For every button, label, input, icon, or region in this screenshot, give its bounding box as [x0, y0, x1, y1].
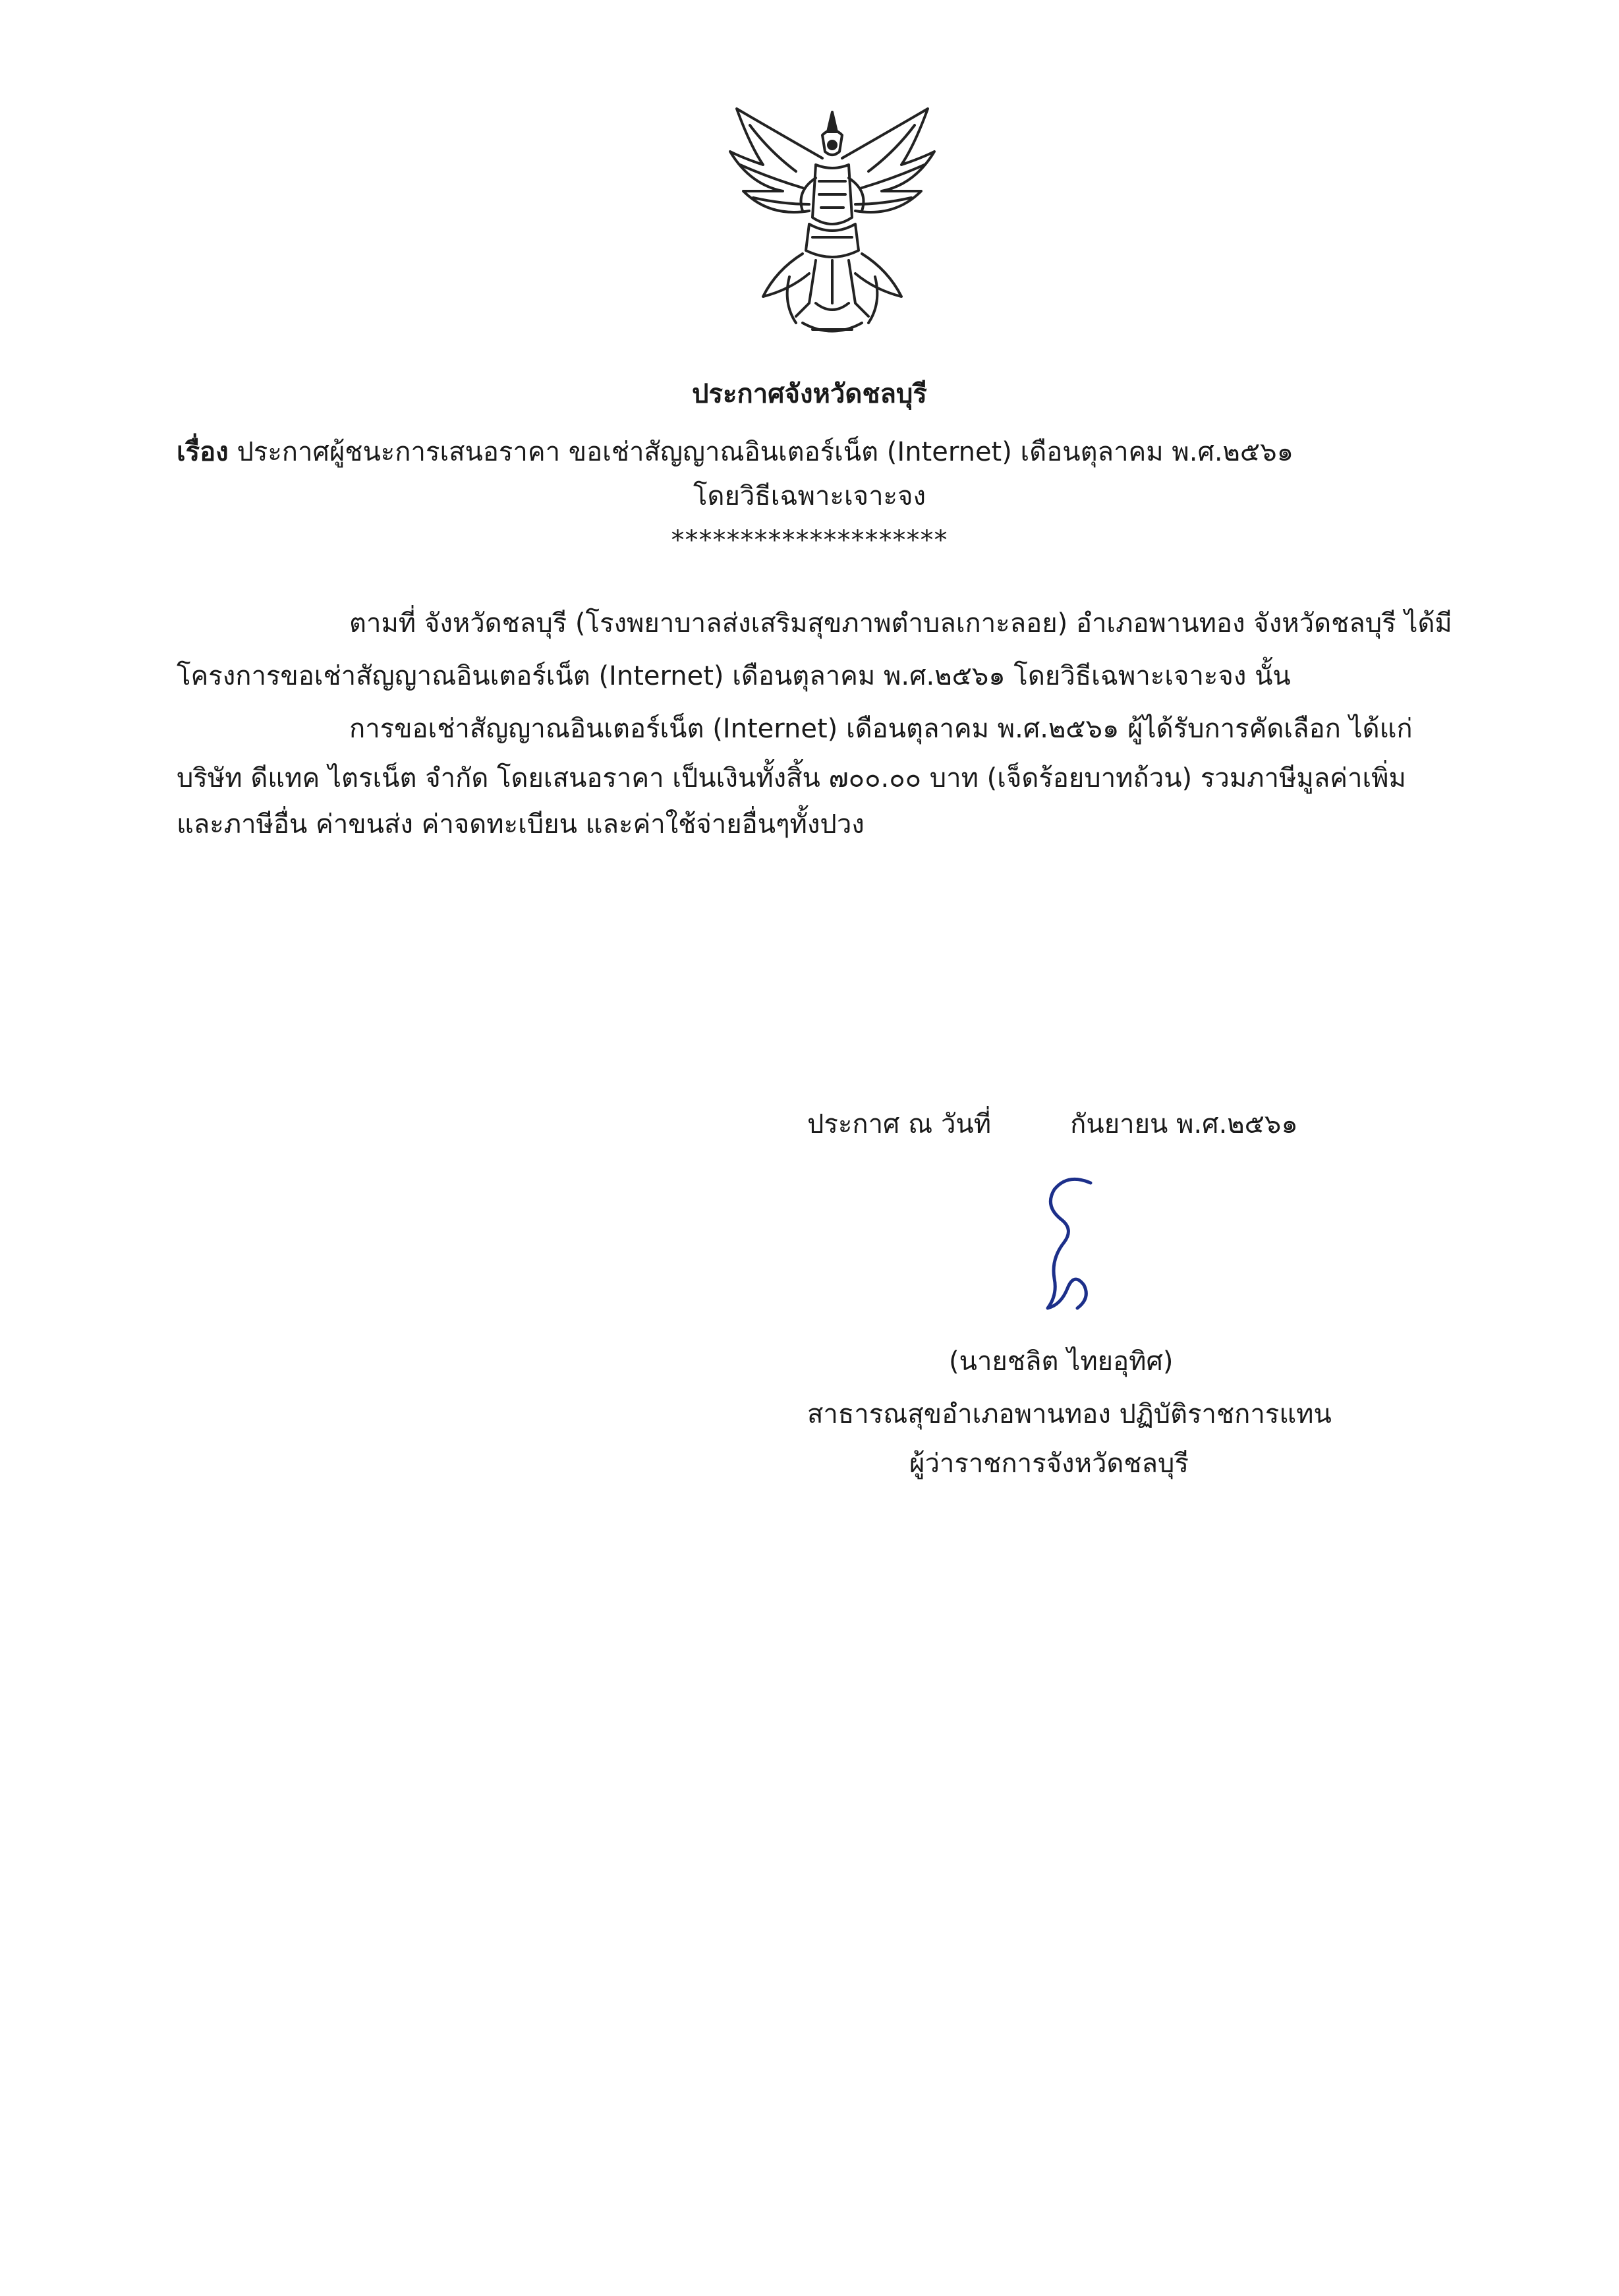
announcement-date: [807, 1107, 1298, 1141]
signature-mark: [1028, 1173, 1114, 1318]
signer-position: สาธารณสุขอำเภอพานทอง ปฏิบัติราชการแทน: [807, 1399, 1332, 1429]
garuda-emblem-icon: [724, 105, 941, 343]
separator-stars: ********************: [671, 525, 948, 556]
page-title: ประกาศจังหวัดชลบุรี: [692, 379, 927, 409]
paragraph-1-line-2: โครงการขอเช่าสัญญาณอินเตอร์เน็ต (Internet) เดือนตุลาคม พ.ศ.๒๕๖๑ โดยวิธีเฉพาะเจาะจง นั้น: [177, 661, 1291, 691]
announce-suffix: กันยายน พ.ศ.๒๕๖๑: [1070, 1109, 1298, 1139]
subject-text: ประกาศผู้ชนะการเสนอราคา ขอเช่าสัญญาณอินเตอร์เน็ต (Internet) เดือนตุลาคม พ.ศ.๒๕๖๑: [237, 437, 1293, 467]
subject-line-2: โดยวิธีเฉพาะเจาะจง: [693, 481, 926, 511]
subject-label: เรื่อง: [177, 437, 229, 467]
signer-name: (นายชลิต ไทยอุทิศ): [949, 1346, 1174, 1377]
subject-line: [177, 435, 1293, 469]
paragraph-2-line-2: บริษัท ดีแทค ไตรเน็ต จำกัด โดยเสนอราคา เป็นเงินทั้งสิ้น ๗๐๐.๐๐ บาท (เจ็ดร้อยบาทถ้วน) รวมภาษีมูลค่าเพิ่ม: [177, 763, 1406, 793]
signer-position-2: ผู้ว่าราชการจังหวัดชลบุรี: [909, 1449, 1189, 1479]
paragraph-2-line-3: และภาษีอื่น ค่าขนส่ง ค่าจดทะเบียน และค่าใช้จ่ายอื่นๆทั้งปวง: [177, 809, 865, 840]
announce-prefix: ประกาศ ณ วันที่: [807, 1109, 992, 1139]
paragraph-1-line-1: ตามที่ จังหวัดชลบุรี (โรงพยาบาลส่งเสริมสุขภาพตำบลเกาะลอย) อำเภอพานทอง จังหวัดชลบุรี ได้มี: [349, 608, 1452, 639]
paragraph-2-line-1: การขอเช่าสัญญาณอินเตอร์เน็ต (Internet) เดือนตุลาคม พ.ศ.๒๕๖๑ ผู้ได้รับการคัดเลือก ได้แก่: [349, 714, 1413, 744]
